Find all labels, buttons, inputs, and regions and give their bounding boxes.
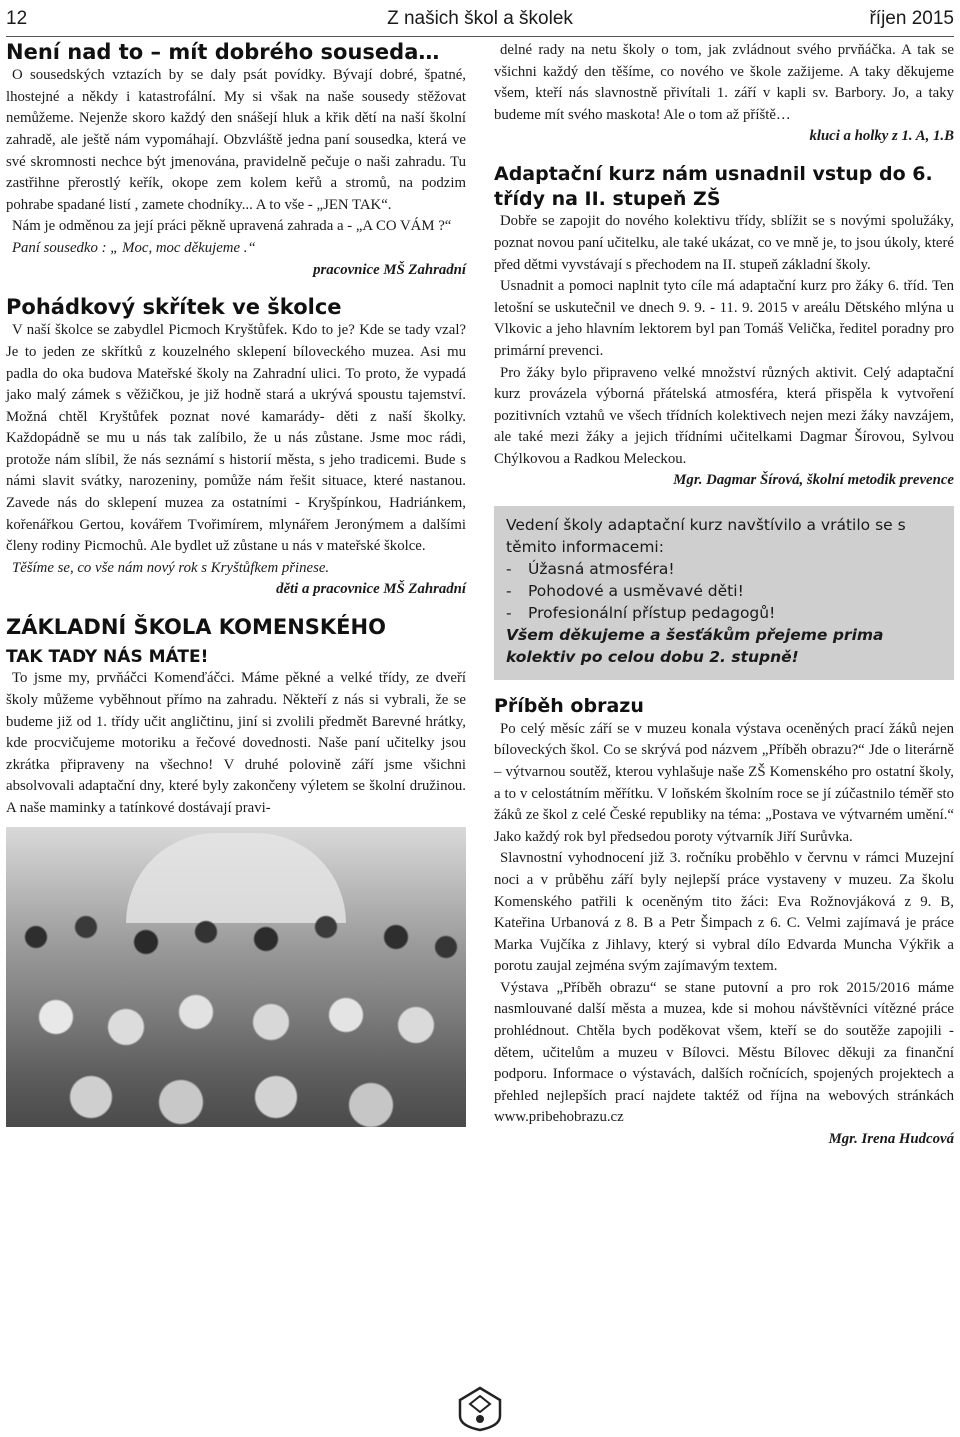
article5-paragraph: Slavnostní vyhodnocení již 3. ročníku proběhlo v červnu v rámci Muzejní noci a v průběhu září byly nejlepší práce vystaveny v muzeu. Za školu Komenského patřili k oceněným tito žáci: Eva Rožnovjáková z 9. B, Kateřina Urbanová z 8. B a Petr Šimpach z 6. C. Velmi zajímavá je práce Marka Vujčíka z Jihlavy, který si vybral dílo Edvarda Muncha Výkřik a porotu zaujal zejména svým zajímavým textem. — [494, 850, 954, 975]
page-number: 12 — [6, 8, 28, 29]
article1-closing: Paní sousedko : „ Moc, moc děkujeme .“ — [12, 239, 256, 256]
right-column — [494, 40, 954, 1151]
article1-paragraph: Nám je odměnou za její práci pěkně upravená zahrada a - „A CO VÁM ?“ — [12, 218, 452, 235]
article5-title: Příběh obrazu — [494, 695, 644, 718]
article4-paragraph: Usnadnit a pomoci naplnit tyto cíle má adaptační kurz pro žáky 6. tříd. Ten letošní se uskutečnil ve dnech 9. 9. - 11. 9. 2015 v areálu Dětského mlýna u Vlkovic a jeho hlavním lektorem byl pan Tomáš Velička, ředitel poradny pro primární prevenci. — [494, 278, 954, 359]
article1-title: Není nad to – mít dobrého souseda… — [6, 40, 440, 64]
list-item-text: Úžasná atmosféra! — [528, 560, 675, 579]
article4-title: Adaptační kurz nám usnadnil vstup do 6. třídy na II. stupeň ZŠ — [494, 162, 933, 210]
article1-paragraph: O sousedských vztazích by se daly psát povídky. Bývají dobré, špatné, lhostejné a někdy i katastrofální. My si však na naše sousedy stěžovat nemůžeme. Nejenže skoro každý den snášejí hluk a křik dětí na naší školní zahradě, ale ještě nám vypomáhají. Obzvláště jedna paní sousedka, která ve své skromnosti nechce být jmenována, pravidelně pečuje o naši zahradu. Tu zastřihne přerostlý keřík, okope zem kolem keřů a stromů, na podzim pohrabe spadané listí , zamete chodníky... A to vše - „JEN TAK“. — [6, 67, 466, 213]
class-photo — [6, 827, 466, 1127]
article3-subtitle: TAK TADY NÁS MÁTE! — [6, 647, 209, 668]
article2-paragraph: V naší školce se zabydlel Picmoch Kryštůfek. Kdo to je? Kde se tady vzal? Je to jeden ze skřítků z kouzelného sklepení bíloveckého muzea. Asi mu padla do oka budova Mateřské školy na Zahradní ulici. To proto, že vypadá jako malý zámek s věžičkou, je již hodně stará a ukrývá spoustu tajemství. Možná chtěl Kryštůfek poznat nové kamarády- děti z naší školky. Každopádně se mu u nás tak zalíbilo, že u nás zůstane. Jsme moc rádi, protože nám slíbil, že nás seznámí s historií města, s jeho tradicemi. Bude s námi slavit svátky, narozeniny, pomůže nám řešit situace, které nastanou. Zavede nás do sklepení muzea za ostatními - Kryšpínkou, Hadriánkem, kořenářkou Gertou, kovářem Tvořimírem, mlynářem Jeronýmem a dalšími členy rodiny Picmochů. Ale bydlet už zůstane u nás v mateřské školce. — [6, 322, 466, 555]
issue-date: říjen 2015 — [869, 8, 954, 29]
article2-title: Pohádkový skřítek ve školce — [6, 295, 342, 320]
town-emblem-icon — [456, 1386, 504, 1432]
list-dash: - — [506, 604, 512, 623]
article5-paragraph: Výstava „Příběh obrazu“ se stane putovní a pro rok 2015/2016 máme nasmlouvané další města a muzea, kde si mohou návštěvníci vítězné práce prohlédnout. Chtěla bych poděkovat všem, kteří se do soutěže zapojili - dětem, učitelům a muzeu v Bílovci. Městu Bílovec děkuji za finanční podporu. Informace o výstavách, dalších ročnících, spojených projektech a přehled nejlepších prací najdete taktéž od října na webových stránkách www.pribehobrazu.cz — [494, 979, 954, 1126]
article3-title: ZÁKLADNÍ ŠKOLA KOMENSKÉHO — [6, 615, 386, 640]
left-column — [6, 40, 466, 1127]
info-box-thanks: Všem děkujeme a šesťákům přejeme prima kolektiv po celou dobu 2. stupně! — [506, 626, 884, 667]
article4-signature: Mgr. Dagmar Šírová, školní metodik prevence — [673, 472, 954, 489]
article2-closing: Těšíme se, co vše nám nový rok s Kryštůfkem přinese. — [12, 559, 330, 576]
list-item — [506, 580, 944, 602]
article3-signature: kluci a holky z 1. A, 1.B — [809, 128, 954, 145]
list-item — [506, 558, 944, 580]
list-item-text: Profesionální přístup pedagogů! — [528, 604, 776, 623]
info-box — [494, 506, 954, 680]
list-dash: - — [506, 560, 512, 579]
article3-continuation: delné rady na netu školy o tom, jak zvládnout svého prvňáčka. A tak se všichni každý den těšíme, co nového ve škole zažijeme. A taky děkujeme všem, kteří nás slavnostně přivítali 1. září v kapli sv. Barbory. Jo, a taky budeme mít svého maskota! Ale o tom až příště… — [494, 42, 954, 123]
article4-paragraph: Dobře se zapojit do nového kolektivu třídy, sblížit se s novými spolužáky, poznat novou paní učitelku, ale také ukázat, co ve mně je, to jsou úkoly, které před dětmi vyvstávají s přechodem na II. stupeň základní školy. — [494, 213, 954, 273]
page-header — [6, 6, 954, 37]
article5-paragraph: Po celý měsíc září se v muzeu konala výstava oceněných prací žáků nejen bíloveckých škol. Co se skrývá pod názvem „Příběh obrazu?“ Jde o literárně – výtvarnou soutěž, kterou vyhlašuje naše ZŠ Komenského pro ostatní školy, a to v celostátním měřítku. V loňském školním roce se jí zúčastnilo téměř sto žáků ze škol z celé České republiky na téma: „Postava ve výtvarném umění.“ Jako každý rok byl předsedou poroty výtvarník Jiří Surůvka. — [494, 720, 954, 845]
article4-paragraph: Pro žáky bylo připraveno velké množství různých aktivit. Celý adaptační kurz provázela výborná přátelská atmosféra, která přispěla k vytvoření pozitivních vztahů ve všech třídních kolektivech nejen mezi žáky navzájem, ale také mezi žáky a jejich třídními učitelkami Dagmar Šírovou, Sylvou Chýlkovou a Radkou Meleckou. — [494, 364, 954, 467]
article1-signature: pracovnice MŠ Zahradní — [313, 261, 466, 278]
list-item — [506, 602, 944, 624]
article2-signature: děti a pracovnice MŠ Zahradní — [276, 581, 466, 598]
list-dash: - — [506, 582, 512, 601]
publication-title: Z našich škol a školek — [387, 8, 573, 29]
list-item-text: Pohodové a usměvavé děti! — [528, 582, 744, 601]
info-box-intro: Vedení školy adaptační kurz navštívilo a vrátilo se s těmito informacemi: — [506, 516, 906, 557]
article5-signature: Mgr. Irena Hudcová — [828, 1131, 954, 1148]
article3-paragraph: To jsme my, prvňáčci Komenďáčci. Máme pěkné a velké třídy, ze dveří školy můžeme vyběhnout přímo na zahradu. Někteří z nás si vybrali, že se budeme již od 1. třídy učit angličtinu, jiní si zvolili předmět Barevné hrátky, kde procvičujeme motoriku a řečové dovednosti. Naše paní učitelky jsou zkrátka připraveny na všechno! V druhé polovině září jsme všichni absolvovali adaptační dny, které byly zakončeny výletem se školní družinou. A naše maminky a tatínkové dostávají pravi- — [6, 670, 466, 816]
